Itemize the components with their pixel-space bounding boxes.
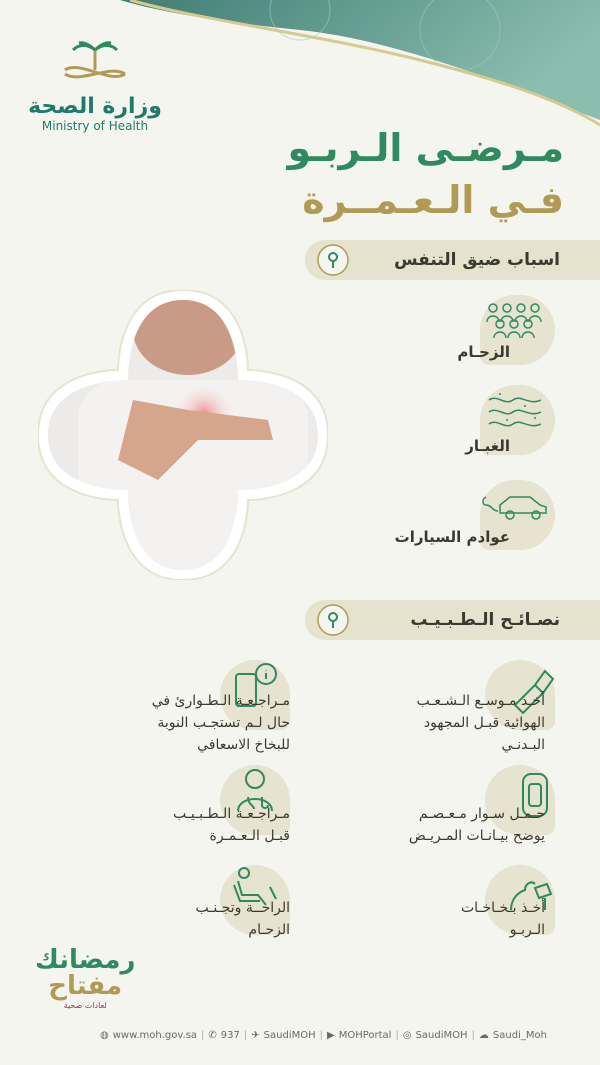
tip-line: مـراجـعـة الـطـبـيـب: [172, 806, 290, 822]
tip-line: يوضح بيـانـات المـريـض: [408, 828, 545, 844]
tips-heading-text: نصـائـح الـطـبـيـب: [410, 610, 560, 630]
tips-heading: [305, 600, 600, 640]
snapchat-icon: ☁: [478, 1030, 489, 1041]
footer-twitter[interactable]: SaudiMOH: [263, 1030, 316, 1041]
cause-dust: [410, 385, 550, 460]
tip-text: [152, 690, 290, 756]
cause-label: الزحـام: [457, 343, 510, 361]
tip-text: [417, 690, 545, 756]
logo-english: Ministry of Health: [41, 119, 149, 133]
tip-line: البـدنـي: [501, 737, 545, 753]
moh-logo: [20, 40, 170, 133]
tip-rest: [60, 865, 290, 955]
causes-heading: [305, 240, 600, 280]
tip-line: للبخاخ الاسعافي: [197, 737, 290, 753]
ramadan-brand-logo: [35, 945, 135, 1010]
causes-heading-text: اسباب ضيق التنفس: [394, 250, 560, 270]
title-line1: مـرضـى الـربـو: [287, 126, 564, 170]
tip-line: حـمـل سـوار مـعـصـم: [418, 806, 545, 822]
footer-instagram[interactable]: SaudiMOH: [415, 1030, 468, 1041]
palm-swords-icon: [55, 40, 135, 90]
tip-line: أخـذ بـخـاخـات: [460, 900, 545, 916]
tip-text: [461, 897, 545, 941]
brand-line1: رمضانك: [35, 945, 136, 975]
tip-nebulizer: [320, 865, 560, 955]
footer-separator: |: [471, 1030, 475, 1041]
brand-line2: مفتاح: [48, 971, 123, 1001]
tip-line: حال لـم تستجـب النوبة: [157, 715, 290, 731]
dust-icon: [485, 390, 545, 430]
logo-arabic: وزارة الصحة: [28, 94, 162, 119]
tip-line: الزحـام: [248, 922, 290, 938]
tip-doctor: [60, 765, 290, 855]
tip-line: قبـل الـعـمـرة: [209, 828, 290, 844]
footer-website[interactable]: www.moh.gov.sa: [112, 1030, 198, 1041]
crowd-icon: [485, 300, 545, 340]
tip-wristband: [320, 765, 560, 855]
tip-inhaler: [320, 660, 560, 760]
tip-emergency: [60, 660, 290, 760]
twitter-icon: ✈: [251, 1030, 260, 1041]
cause-crowd: [410, 295, 550, 370]
tip-text: [173, 803, 290, 847]
footer-links: [100, 1030, 547, 1041]
tip-line: مـراجـعـة الـطـوارئ في: [151, 693, 290, 709]
footer-phone[interactable]: 937: [220, 1030, 240, 1041]
tip-line: أخـذ مـوسـع الـشـعـب: [416, 693, 545, 709]
cause-exhaust: [394, 480, 550, 555]
tip-line: الراحــة وتجـنـب: [195, 900, 290, 916]
chest-pain-photo: [38, 290, 328, 580]
tip-text: [409, 803, 545, 847]
footer-separator: |: [319, 1030, 323, 1041]
tip-line: الهوائية قبـل المجهود: [423, 715, 545, 731]
keyhole-icon: [317, 604, 349, 636]
car-exhaust-icon: [480, 485, 550, 525]
footer-youtube[interactable]: MOHPortal: [338, 1030, 392, 1041]
keyhole-icon: [317, 244, 349, 276]
title-line2: فـي الـعـمــرة: [302, 178, 564, 222]
globe-icon: ◍: [100, 1030, 109, 1041]
phone-icon: ✆: [208, 1030, 217, 1041]
brand-line3: لعادات صحية: [63, 1001, 107, 1010]
cause-label: الغبـار: [465, 437, 510, 455]
cause-label: عوادم السيارات: [394, 528, 510, 546]
footer-separator: |: [243, 1030, 248, 1041]
footer-separator: |: [395, 1030, 399, 1041]
instagram-icon: ◎: [402, 1030, 412, 1041]
tip-line: الـربـو: [509, 922, 545, 938]
footer-separator: |: [201, 1030, 205, 1041]
youtube-icon: ▶: [327, 1030, 335, 1041]
tip-text: [196, 897, 290, 941]
footer-snapchat[interactable]: Saudi_Moh: [492, 1030, 547, 1041]
